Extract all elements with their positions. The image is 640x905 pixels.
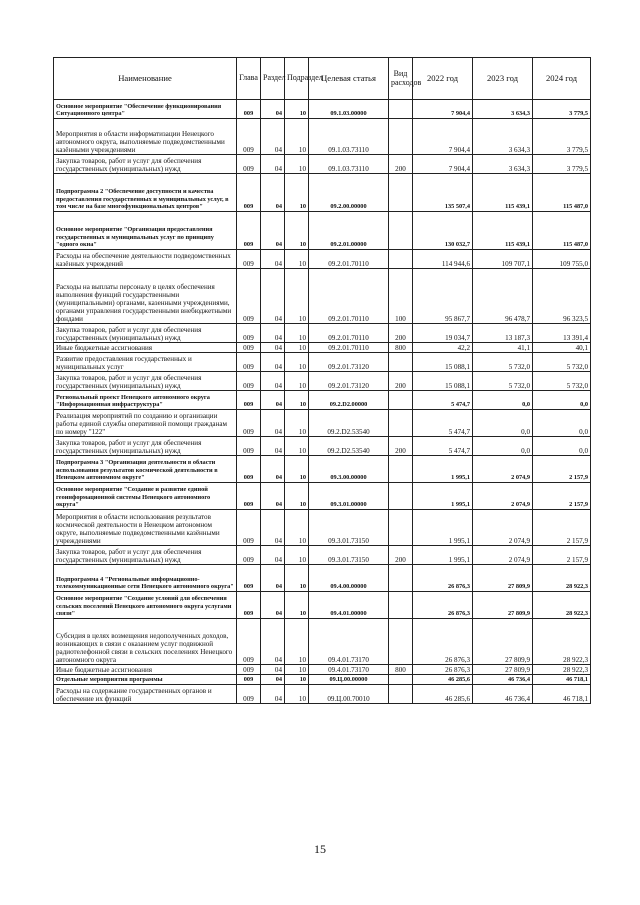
row-2022: 46 285,6 <box>413 675 473 685</box>
row-vid <box>389 483 413 510</box>
row-glava: 009 <box>237 391 261 410</box>
row-podrazdel: 10 <box>285 565 309 592</box>
row-2023: 0,0 <box>473 391 533 410</box>
row-razdel: 04 <box>261 269 285 324</box>
row-2024: 28 922,3 <box>533 665 591 675</box>
row-glava: 009 <box>237 410 261 437</box>
table-row <box>54 391 591 410</box>
header-podrazdel: Подраздел <box>285 58 309 100</box>
row-target: 09.2.01.70110 <box>309 269 389 324</box>
row-2024: 3 779,5 <box>533 100 591 119</box>
row-glava: 009 <box>237 100 261 119</box>
header-razdel: Раздел <box>261 58 285 100</box>
row-2022: 1 995,1 <box>413 546 473 565</box>
row-vid <box>389 619 413 665</box>
header-row <box>54 58 591 100</box>
row-target: 09.1.03.00000 <box>309 100 389 119</box>
row-2023: 96 478,7 <box>473 269 533 324</box>
row-target: 09.4.01.00000 <box>309 592 389 619</box>
row-podrazdel: 10 <box>285 250 309 269</box>
row-name: Закупка товаров, работ и услуг для обеспечения государственных (муниципальных) нужд <box>54 437 237 456</box>
row-name: Региональный проект Ненецкого автономного округа "Информационная инфраструктура" <box>54 391 237 410</box>
row-2022: 15 088,1 <box>413 353 473 372</box>
row-target: 09.3.01.00000 <box>309 483 389 510</box>
row-vid: 800 <box>389 343 413 353</box>
row-2022: 26 876,3 <box>413 619 473 665</box>
row-glava: 009 <box>237 619 261 665</box>
row-2024: 5 732,0 <box>533 372 591 391</box>
row-target: 09.2.01.70110 <box>309 343 389 353</box>
row-razdel: 04 <box>261 546 285 565</box>
row-target: 09.2.D2.00000 <box>309 391 389 410</box>
row-2022: 5 474,7 <box>413 437 473 456</box>
table-row <box>54 685 591 704</box>
row-podrazdel: 10 <box>285 619 309 665</box>
row-2022: 95 867,7 <box>413 269 473 324</box>
row-razdel: 04 <box>261 483 285 510</box>
row-2024: 2 157,9 <box>533 510 591 546</box>
row-glava: 009 <box>237 174 261 212</box>
row-vid <box>389 119 413 155</box>
row-2022: 5 474,7 <box>413 410 473 437</box>
table-row <box>54 100 591 119</box>
row-name: Субсидия в целях возмещения недополученных доходов, возникающих в связи с оказанием услуг подвижной радиотелефонной связи в сельских поселениях Ненецкого автономного округа <box>54 619 237 665</box>
row-2024: 2 157,9 <box>533 456 591 483</box>
row-target: 09.Ц.00.70010 <box>309 685 389 704</box>
row-glava: 009 <box>237 343 261 353</box>
row-2024: 3 779,5 <box>533 119 591 155</box>
row-target: 09.4.00.00000 <box>309 565 389 592</box>
row-podrazdel: 10 <box>285 510 309 546</box>
row-razdel: 04 <box>261 391 285 410</box>
row-razdel: 04 <box>261 250 285 269</box>
row-razdel: 04 <box>261 100 285 119</box>
page-number: 15 <box>314 842 326 856</box>
row-glava: 009 <box>237 155 261 174</box>
header-2024: 2024 год <box>533 58 591 100</box>
row-2024: 28 922,3 <box>533 592 591 619</box>
row-2022: 5 474,7 <box>413 391 473 410</box>
row-razdel: 04 <box>261 437 285 456</box>
row-name: Мероприятия в области информатизации Ненецкого автономного округа, выполняемые подведомственными казёнными учреждениями <box>54 119 237 155</box>
row-2022: 7 904,4 <box>413 100 473 119</box>
row-2022: 15 088,1 <box>413 372 473 391</box>
row-glava: 009 <box>237 510 261 546</box>
row-vid <box>389 174 413 212</box>
row-glava: 009 <box>237 372 261 391</box>
row-vid <box>389 391 413 410</box>
row-2024: 46 718,1 <box>533 675 591 685</box>
row-razdel: 04 <box>261 343 285 353</box>
row-name: Основное мероприятие "Обеспечение функционирования Ситуационного центра" <box>54 100 237 119</box>
row-name: Иные бюджетные ассигнования <box>54 665 237 675</box>
row-razdel: 04 <box>261 119 285 155</box>
row-2023: 109 707,1 <box>473 250 533 269</box>
row-2024: 0,0 <box>533 391 591 410</box>
row-name: Основное мероприятие "Организация предоставления государственных и муниципальных услуг по принципу "одного окна" <box>54 212 237 250</box>
row-2023: 115 439,1 <box>473 174 533 212</box>
row-razdel: 04 <box>261 174 285 212</box>
row-glava: 009 <box>237 250 261 269</box>
row-glava: 009 <box>237 353 261 372</box>
row-glava: 009 <box>237 324 261 343</box>
row-podrazdel: 10 <box>285 324 309 343</box>
row-razdel: 04 <box>261 212 285 250</box>
table-row <box>54 174 591 212</box>
row-target: 09.1.03.73110 <box>309 155 389 174</box>
row-2024: 2 157,9 <box>533 483 591 510</box>
row-2023: 13 187,3 <box>473 324 533 343</box>
row-2022: 46 285,6 <box>413 685 473 704</box>
header-name: Наименование <box>54 58 237 100</box>
row-name: Иные бюджетные ассигнования <box>54 343 237 353</box>
row-vid <box>389 685 413 704</box>
row-2024: 0,0 <box>533 437 591 456</box>
row-podrazdel: 10 <box>285 546 309 565</box>
row-2024: 40,1 <box>533 343 591 353</box>
row-podrazdel: 10 <box>285 483 309 510</box>
row-2022: 1 995,1 <box>413 456 473 483</box>
row-vid: 200 <box>389 155 413 174</box>
row-2024: 46 718,1 <box>533 685 591 704</box>
row-2024: 5 732,0 <box>533 353 591 372</box>
row-glava: 009 <box>237 212 261 250</box>
row-target: 09.2.D2.53540 <box>309 410 389 437</box>
row-vid <box>389 410 413 437</box>
row-2023: 0,0 <box>473 437 533 456</box>
row-2023: 5 732,0 <box>473 372 533 391</box>
row-name: Основное мероприятие "Создание условий для обеспечения сельских поселений Ненецкого автономного округа услугами связи" <box>54 592 237 619</box>
row-podrazdel: 10 <box>285 119 309 155</box>
row-podrazdel: 10 <box>285 269 309 324</box>
row-2023: 2 074,9 <box>473 483 533 510</box>
row-glava: 009 <box>237 119 261 155</box>
row-name: Расходы на обеспечение деятельности подведомственных казённых учреждений <box>54 250 237 269</box>
row-name: Реализация мероприятий по созданию и организации работы единой службы оперативной помощи гражданам по номеру "122" <box>54 410 237 437</box>
row-name: Подпрограмма 4 "Региональные информационно-телекоммуникационные сети Ненецкого автономного округа" <box>54 565 237 592</box>
table-row <box>54 410 591 437</box>
row-2022: 114 944,6 <box>413 250 473 269</box>
table-row <box>54 155 591 174</box>
row-name: Закупка товаров, работ и услуг для обеспечения государственных (муниципальных) нужд <box>54 372 237 391</box>
row-name: Подпрограмма 2 "Обеспечение доступности и качества предоставления государственных и муниципальных услуг, в том числе на базе многофункциональных центров" <box>54 174 237 212</box>
row-podrazdel: 10 <box>285 372 309 391</box>
row-razdel: 04 <box>261 592 285 619</box>
row-2022: 135 507,4 <box>413 174 473 212</box>
row-razdel: 04 <box>261 410 285 437</box>
row-podrazdel: 10 <box>285 212 309 250</box>
header-2023: 2023 год <box>473 58 533 100</box>
row-podrazdel: 10 <box>285 685 309 704</box>
row-2024: 2 157,9 <box>533 546 591 565</box>
row-2024: 0,0 <box>533 410 591 437</box>
row-vid <box>389 565 413 592</box>
row-2024: 28 922,3 <box>533 619 591 665</box>
row-razdel: 04 <box>261 353 285 372</box>
row-2022: 19 034,7 <box>413 324 473 343</box>
row-podrazdel: 10 <box>285 410 309 437</box>
row-podrazdel: 10 <box>285 155 309 174</box>
row-podrazdel: 10 <box>285 343 309 353</box>
row-2023: 27 809,9 <box>473 592 533 619</box>
row-podrazdel: 10 <box>285 437 309 456</box>
row-target: 09.2.D2.53540 <box>309 437 389 456</box>
table-row <box>54 437 591 456</box>
row-glava: 009 <box>237 483 261 510</box>
row-2022: 42,2 <box>413 343 473 353</box>
row-podrazdel: 10 <box>285 100 309 119</box>
table-row <box>54 324 591 343</box>
row-podrazdel: 10 <box>285 174 309 212</box>
row-vid: 200 <box>389 372 413 391</box>
row-name: Расходы на выплаты персоналу в целях обеспечения выполнения функций государственными (муниципальными) органами, казенными учреждениями, органами управления государственными внебюджетными фондами <box>54 269 237 324</box>
row-vid: 200 <box>389 546 413 565</box>
table-row <box>54 619 591 665</box>
row-vid <box>389 250 413 269</box>
row-name: Закупка товаров, работ и услуг для обеспечения государственных (муниципальных) нужд <box>54 155 237 174</box>
row-razdel: 04 <box>261 685 285 704</box>
row-name: Закупка товаров, работ и услуг для обеспечения государственных (муниципальных) нужд <box>54 546 237 565</box>
row-razdel: 04 <box>261 665 285 675</box>
table-row <box>54 372 591 391</box>
row-name: Подпрограмма 3 "Организация деятельности в области использования результатов космической деятельности в Ненецком автономном округе" <box>54 456 237 483</box>
table-row <box>54 592 591 619</box>
row-2023: 2 074,9 <box>473 510 533 546</box>
row-2024: 115 487,0 <box>533 174 591 212</box>
row-podrazdel: 10 <box>285 391 309 410</box>
row-vid <box>389 456 413 483</box>
row-2024: 115 487,0 <box>533 212 591 250</box>
row-2023: 46 736,4 <box>473 685 533 704</box>
table-row <box>54 456 591 483</box>
table-row <box>54 119 591 155</box>
row-2022: 1 995,1 <box>413 483 473 510</box>
row-podrazdel: 10 <box>285 456 309 483</box>
row-glava: 009 <box>237 546 261 565</box>
row-target: 09.1.03.73110 <box>309 119 389 155</box>
row-target: 09.3.01.73150 <box>309 510 389 546</box>
row-2023: 2 074,9 <box>473 456 533 483</box>
row-target: 09.3.01.73150 <box>309 546 389 565</box>
row-2023: 41,1 <box>473 343 533 353</box>
row-2022: 26 876,3 <box>413 565 473 592</box>
row-glava: 009 <box>237 665 261 675</box>
row-glava: 009 <box>237 565 261 592</box>
row-vid <box>389 592 413 619</box>
row-razdel: 04 <box>261 155 285 174</box>
row-2022: 7 904,4 <box>413 155 473 174</box>
row-2023: 3 634,3 <box>473 100 533 119</box>
header-target: Целевая статья <box>309 58 389 100</box>
row-2024: 96 323,5 <box>533 269 591 324</box>
row-2022: 130 032,7 <box>413 212 473 250</box>
row-target: 09.Ц.00.00000 <box>309 675 389 685</box>
row-2022: 26 876,3 <box>413 592 473 619</box>
row-target: 09.4.01.73170 <box>309 619 389 665</box>
row-target: 09.2.00.00000 <box>309 174 389 212</box>
row-vid <box>389 100 413 119</box>
row-target: 09.2.01.70110 <box>309 324 389 343</box>
row-2023: 3 634,3 <box>473 119 533 155</box>
row-2023: 5 732,0 <box>473 353 533 372</box>
row-glava: 009 <box>237 437 261 456</box>
row-vid: 200 <box>389 324 413 343</box>
row-2023: 115 439,1 <box>473 212 533 250</box>
row-vid <box>389 510 413 546</box>
row-podrazdel: 10 <box>285 665 309 675</box>
row-vid: 100 <box>389 269 413 324</box>
row-2024: 3 779,5 <box>533 155 591 174</box>
row-2024: 28 922,3 <box>533 565 591 592</box>
row-target: 09.4.01.73170 <box>309 665 389 675</box>
row-2023: 27 809,9 <box>473 565 533 592</box>
row-2022: 1 995,1 <box>413 510 473 546</box>
table-row <box>54 343 591 353</box>
table-row <box>54 510 591 546</box>
row-name: Закупка товаров, работ и услуг для обеспечения государственных (муниципальных) нужд <box>54 324 237 343</box>
row-2023: 27 809,9 <box>473 665 533 675</box>
table-row <box>54 269 591 324</box>
row-2024: 109 755,0 <box>533 250 591 269</box>
row-glava: 009 <box>237 592 261 619</box>
row-target: 09.3.00.00000 <box>309 456 389 483</box>
row-2022: 7 904,4 <box>413 119 473 155</box>
row-name: Отдельные мероприятия программы <box>54 675 237 685</box>
row-podrazdel: 10 <box>285 592 309 619</box>
row-2023: 3 634,3 <box>473 155 533 174</box>
row-razdel: 04 <box>261 675 285 685</box>
row-vid <box>389 353 413 372</box>
row-podrazdel: 10 <box>285 353 309 372</box>
row-razdel: 04 <box>261 510 285 546</box>
table-row <box>54 665 591 675</box>
table-row <box>54 546 591 565</box>
header-glava: Глава <box>237 58 261 100</box>
row-target: 09.2.01.73120 <box>309 372 389 391</box>
table-row <box>54 565 591 592</box>
header-vid: Вид расходов <box>389 58 413 100</box>
row-2023: 2 074,9 <box>473 546 533 565</box>
row-glava: 009 <box>237 269 261 324</box>
table-row <box>54 250 591 269</box>
row-glava: 009 <box>237 685 261 704</box>
row-vid: 200 <box>389 437 413 456</box>
row-name: Развитие предоставления государственных и муниципальных услуг <box>54 353 237 372</box>
row-2023: 27 809,9 <box>473 619 533 665</box>
row-2023: 0,0 <box>473 410 533 437</box>
row-vid <box>389 212 413 250</box>
row-razdel: 04 <box>261 456 285 483</box>
row-2022: 26 876,3 <box>413 665 473 675</box>
row-vid: 800 <box>389 665 413 675</box>
row-glava: 009 <box>237 456 261 483</box>
header-2022: 2022 год <box>413 58 473 100</box>
row-2024: 13 391,4 <box>533 324 591 343</box>
row-target: 09.2.01.70110 <box>309 250 389 269</box>
row-vid <box>389 675 413 685</box>
row-glava: 009 <box>237 675 261 685</box>
row-name: Расходы на содержание государственных органов и обеспечение их функций <box>54 685 237 704</box>
row-target: 09.2.01.00000 <box>309 212 389 250</box>
row-razdel: 04 <box>261 372 285 391</box>
table-row <box>54 353 591 372</box>
row-name: Мероприятия в области использования результатов космической деятельности в Ненецком автономном округе, выполняемые подведомственными казёнными учреждениями <box>54 510 237 546</box>
budget-table <box>53 57 591 704</box>
table-row <box>54 675 591 685</box>
table-row <box>54 483 591 510</box>
row-razdel: 04 <box>261 324 285 343</box>
row-podrazdel: 10 <box>285 675 309 685</box>
table-row <box>54 212 591 250</box>
row-razdel: 04 <box>261 619 285 665</box>
row-name: Основное мероприятие "Создание и развитие единой геоинформационной системы Ненецкого автономного округа" <box>54 483 237 510</box>
row-2023: 46 736,4 <box>473 675 533 685</box>
row-target: 09.2.01.73120 <box>309 353 389 372</box>
row-razdel: 04 <box>261 565 285 592</box>
